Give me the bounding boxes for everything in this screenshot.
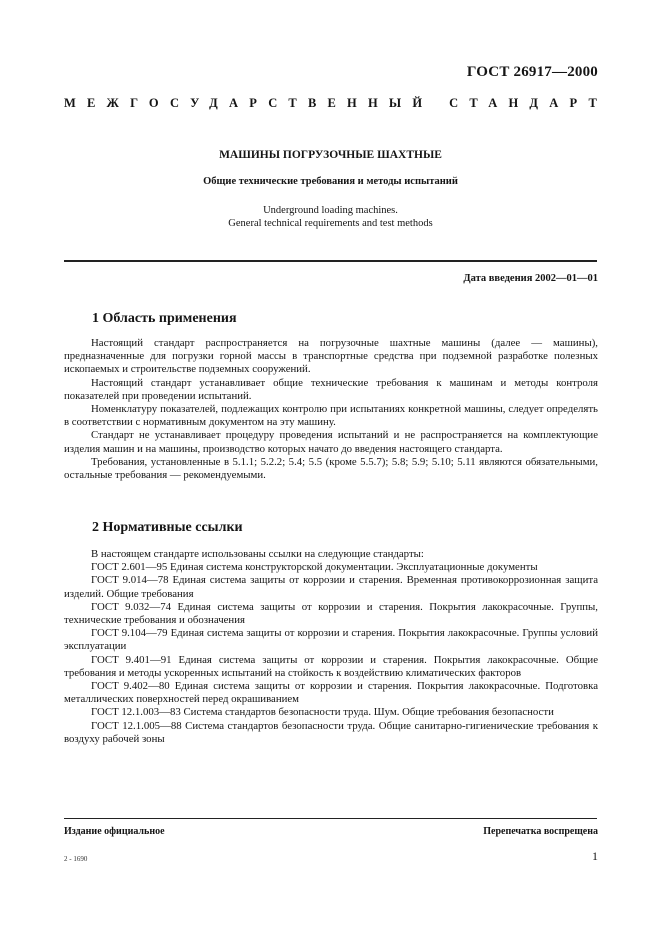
header-divider [64,260,597,262]
paragraph: Настоящий стандарт распространяется на погрузочные шахтные машины (далее — машины), предназначенные для погрузки горной массы в транспортные средства при подземной разработке полезных ископаемых и строительстве подземных сооружений. [64,337,598,376]
print-code: 2 - 1690 [64,855,88,863]
reference-item: ГОСТ 12.1.003—83 Система стандартов безопасности труда. Шум. Общие требования безопасности [91,706,554,719]
official-edition-label: Издание официальное [64,826,165,837]
interstate-standard-banner [64,96,608,111]
interstate-word: МЕЖГОСУДАРСТВЕННЫЙ [64,96,434,110]
reference-item: ГОСТ 2.601—95 Единая система конструкторской документации. Эксплуатационные документы [91,561,538,574]
section-1-body [64,337,598,482]
english-title-line-1: Underground loading machines. [263,205,398,216]
paragraph: Стандарт не устанавливает процедуру проведения испытаний и не распространяется на комплектующие изделия машин и на машины, производство которых начато до введения настоящего стандарта. [64,429,598,455]
paragraph: Требования, установленные в 5.1.1; 5.2.2; 5.4; 5.5 (кроме 5.5.7); 5.8; 5.9; 5.10; 5.11 являются обязательными, остальные требования — рекомендуемыми. [64,455,598,482]
reference-item: ГОСТ 9.032—74 Единая система защиты от коррозии и старения. Покрытия лакокрасочные. Группы, технические требования и обозначения [64,600,598,627]
english-title-line-2: General technical requirements and test methods [228,218,433,229]
paragraph: В настоящем стандарте использованы ссылки на следующие стандарты: [91,548,424,560]
paragraph: Номенклатуру показателей, подлежащих контролю при испытаниях конкретной машины, следует определять в соответствии с нормативным документом на эту машину. [64,403,598,429]
paragraph: Настоящий стандарт устанавливает общие технические требования к машинам и методы контроля показателей при проведении испытаний. [64,376,598,402]
document-title: МАШИНЫ ПОГРУЗОЧНЫЕ ШАХТНЫЕ [219,149,442,161]
page-number: 1 [592,849,598,863]
reference-item: ГОСТ 9.402—80 Единая система защиты от коррозии и старения. Покрытия лакокрасочные. Подготовка металлических поверхностей перед окрашиванием [64,680,598,706]
reference-item: ГОСТ 12.1.005—88 Система стандартов безопасности труда. Общие санитарно-гигиенические требования к воздуху рабочей зоны [64,719,598,745]
intro-date: Дата введения 2002—01—01 [463,273,598,284]
reference-item: ГОСТ 9.014—78 Единая система защиты от коррозии и старения. Временная противокоррозионная защита изделий. Общие требования [64,574,598,600]
english-title [64,204,597,230]
document-subtitle: Общие технические требования и методы испытаний [203,176,458,187]
standard-word: СТАНДАРТ [449,96,608,110]
reference-item: ГОСТ 9.104—79 Единая система защиты от коррозии и старения. Покрытия лакокрасочные. Группы условий эксплуатации [64,627,598,653]
footer-divider [64,818,597,819]
gost-number: ГОСТ 26917—2000 [466,64,598,80]
reprint-prohibited-label: Перепечатка воспрещена [483,826,598,837]
reference-item: ГОСТ 9.401—91 Единая система защиты от коррозии и старения. Покрытия лакокрасочные. Общие требования и методы ускоренных испытаний на стойкость к воздействию климатических факторов [64,653,598,679]
section-2-body [64,548,598,746]
section-1-heading: 1 Область применения [92,311,237,326]
section-2-heading: 2 Нормативные ссылки [92,520,243,535]
